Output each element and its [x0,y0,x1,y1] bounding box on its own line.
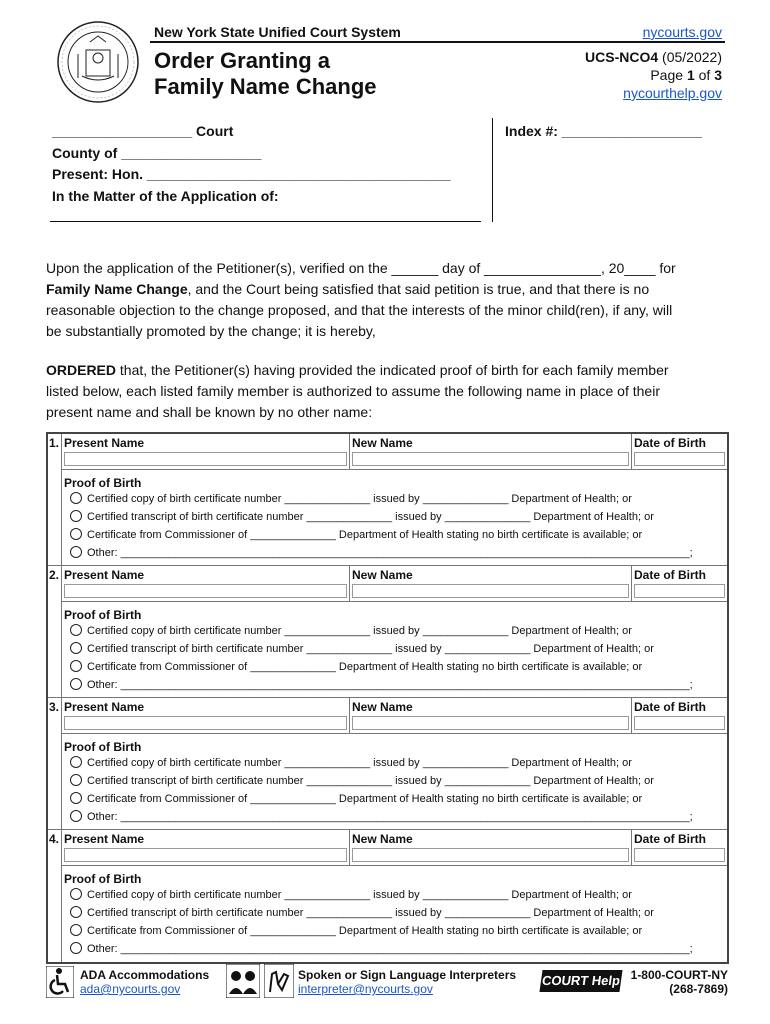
dob-input[interactable] [634,452,725,466]
present-name-input[interactable] [64,452,347,466]
option-text: Certified transcript of birth certificate number ______________ issued by ______________ Department of Health; or [87,907,654,919]
application-paragraph [46,258,728,342]
new-name-label: New Name [352,832,413,846]
p2-line1: that, the Petitioner(s) having provided the indicated proof of birth for each family member [116,362,669,378]
p2-line2: listed below, each listed family member is authorized to assume the following name in place of their [46,383,660,399]
radio-button[interactable] [70,924,82,936]
court-system-name: New York State Unified Court System [154,24,401,40]
radio-button[interactable] [70,510,82,522]
form-title-line1: Order Granting a [154,48,331,73]
radio-button[interactable] [70,528,82,540]
name-row [61,566,727,602]
option-text: Other: _____________________________________________________________________________________________; [87,547,693,559]
court-field[interactable]: __________________ Court [52,123,234,139]
new-name-cell [350,434,632,470]
court-seal-icon [56,20,140,104]
dob-label: Date of Birth [634,832,706,846]
option-certified-copy[interactable] [70,756,719,769]
option-commissioner-certificate[interactable] [70,528,719,541]
option-text: Certified copy of birth certificate number ______________ issued by ______________ Department of Health; or [87,625,632,637]
radio-button[interactable] [70,888,82,900]
option-text: Certified transcript of birth certificate number ______________ issued by ______________ Department of Health; or [87,643,654,655]
p1-line4: be substantially promoted by the change; it is hereby, [46,323,376,339]
present-name-input[interactable] [64,848,347,862]
new-name-input[interactable] [352,848,629,862]
present-name-cell [62,566,350,602]
option-text: Certificate from Commissioner of ______________ Department of Health stating no birth certificate is available; or [87,793,643,805]
family-member-entry [48,830,727,962]
new-name-cell [350,830,632,866]
option-certified-transcript[interactable] [70,774,719,787]
p1-line3: reasonable objection to the change proposed, and that the interests of the minor child(ren), if any, will [46,302,673,318]
county-field[interactable]: County of __________________ [52,145,262,161]
sign-language-icon [264,964,294,998]
new-name-cell [350,698,632,734]
interpreter-icon [226,964,260,998]
family-members-table [46,432,729,964]
present-name-label: Present Name [64,568,145,582]
dob-input[interactable] [634,848,725,862]
radio-button[interactable] [70,774,82,786]
option-other[interactable] [70,546,719,559]
family-member-entry [48,434,727,566]
radio-button[interactable] [70,546,82,558]
option-certified-copy[interactable] [70,492,719,505]
radio-button[interactable] [70,492,82,504]
dob-cell [632,566,727,602]
new-name-input[interactable] [352,452,629,466]
radio-button[interactable] [70,810,82,822]
page-of: of [694,67,715,83]
index-field[interactable]: Index #: __________________ [505,123,702,139]
option-text: Certified transcript of birth certificate number ______________ issued by ______________ Department of Health; or [87,511,654,523]
form-date: (05/2022) [658,49,722,65]
applicant-name-line[interactable] [50,221,481,222]
radio-button[interactable] [70,942,82,954]
p2-line3: present name and shall be known by no other name: [46,404,373,420]
proof-of-birth-label: Proof of Birth [64,608,142,622]
present-name-label: Present Name [64,832,145,846]
new-name-input[interactable] [352,716,629,730]
new-name-label: New Name [352,700,413,714]
p1-line2: , and the Court being satisfied that said petition is true, and that there is no [187,281,650,297]
new-name-label: New Name [352,568,413,582]
name-row [61,434,727,470]
form-title-line2: Family Name Change [154,74,377,99]
phone-block [631,968,728,996]
option-text: Certificate from Commissioner of ______________ Department of Health stating no birth certificate is available; or [87,925,643,937]
dob-cell [632,698,727,734]
new-name-label: New Name [352,436,413,450]
wheelchair-icon [46,966,74,998]
form-info [585,48,722,102]
caption-divider [492,118,493,222]
entry-number: 2. [49,568,60,582]
present-name-label: Present Name [64,436,145,450]
dob-label: Date of Birth [634,700,706,714]
present-name-input[interactable] [64,716,347,730]
present-name-label: Present Name [64,700,145,714]
option-text: Certified copy of birth certificate number ______________ issued by ______________ Department of Health; or [87,493,632,505]
page-number: 1 [686,67,695,83]
proof-of-birth-section [61,470,727,566]
option-other[interactable] [70,810,719,823]
option-commissioner-certificate[interactable] [70,924,719,937]
nycourthelp-link[interactable]: nycourthelp.gov [623,85,722,101]
name-row [61,830,727,866]
entry-number: 3. [49,700,60,714]
family-member-entry [48,566,727,698]
option-text: Other: _____________________________________________________________________________________________; [87,943,693,955]
form-code: UCS-NCO4 [585,49,659,65]
dob-cell [632,434,727,470]
interpreter-title: Spoken or Sign Language Interpreters [298,968,517,982]
ada-email-link[interactable]: ada@nycourts.gov [80,982,181,996]
entry-number: 4. [49,832,60,846]
option-other[interactable] [70,942,719,955]
interpreter-block [298,968,516,996]
new-name-input[interactable] [352,584,629,598]
ordered-paragraph [46,360,728,423]
entry-number: 1. [49,436,60,450]
new-name-cell [350,566,632,602]
radio-button[interactable] [70,678,82,690]
option-certified-transcript[interactable] [70,906,719,919]
radio-button[interactable] [70,756,82,768]
nycourts-link[interactable]: nycourts.gov [642,24,722,40]
option-text: Certified copy of birth certificate number ______________ issued by ______________ Department of Health; or [87,889,632,901]
judge-field[interactable]: Present: Hon. _______________________________________ [52,166,451,182]
radio-button[interactable] [70,642,82,654]
p1-line1: Upon the application of the Petitioner(s), verified on the ______ day of _______________, 20____ for [46,260,676,276]
page-prefix: Page [650,67,687,83]
present-name-cell [62,698,350,734]
option-commissioner-certificate[interactable] [70,792,719,805]
option-text: Certified transcript of birth certificate number ______________ issued by ______________ Department of Health; or [87,775,654,787]
dob-label: Date of Birth [634,568,706,582]
option-certified-transcript[interactable] [70,510,719,523]
p1-bold: Family Name Change [46,281,188,297]
option-text: Certified copy of birth certificate number ______________ issued by ______________ Department of Health; or [87,757,632,769]
present-name-input[interactable] [64,584,347,598]
interpreter-email-link[interactable]: interpreter@nycourts.gov [298,982,433,996]
option-certified-transcript[interactable] [70,642,719,655]
radio-button[interactable] [70,906,82,918]
proof-of-birth-section [61,866,727,962]
dob-cell [632,830,727,866]
proof-of-birth-label: Proof of Birth [64,740,142,754]
present-name-cell [62,830,350,866]
phone-number-alt: (268-7869) [669,982,728,996]
phone-number: 1-800-COURT-NY [630,968,728,982]
option-other[interactable] [70,678,719,691]
ada-block [80,968,209,996]
family-member-entry [48,698,727,830]
proof-of-birth-label: Proof of Birth [64,476,142,490]
option-text: Other: _____________________________________________________________________________________________; [87,811,693,823]
dob-label: Date of Birth [634,436,706,450]
option-text: Other: _____________________________________________________________________________________________; [87,679,693,691]
header-rule [150,41,725,43]
name-row [61,698,727,734]
dob-input[interactable] [634,584,725,598]
page-total: 3 [714,67,722,83]
present-name-cell [62,434,350,470]
radio-button[interactable] [70,660,82,672]
ordered-label: ORDERED [46,362,117,378]
ada-title: ADA Accommodations [80,968,210,982]
proof-of-birth-section [61,602,727,698]
option-text: Certificate from Commissioner of ______________ Department of Health stating no birth certificate is available; or [87,661,643,673]
option-text: Certificate from Commissioner of ______________ Department of Health stating no birth certificate is available; or [87,529,643,541]
option-certified-copy[interactable] [70,624,719,637]
option-commissioner-certificate[interactable] [70,660,719,673]
radio-button[interactable] [70,792,82,804]
proof-of-birth-label: Proof of Birth [64,872,142,886]
form-title [154,48,377,100]
proof-of-birth-section [61,734,727,830]
dob-input[interactable] [634,716,725,730]
court-help-logo: COURT Help [539,970,622,992]
matter-label: In the Matter of the Application of: [52,188,279,204]
option-certified-copy[interactable] [70,888,719,901]
radio-button[interactable] [70,624,82,636]
